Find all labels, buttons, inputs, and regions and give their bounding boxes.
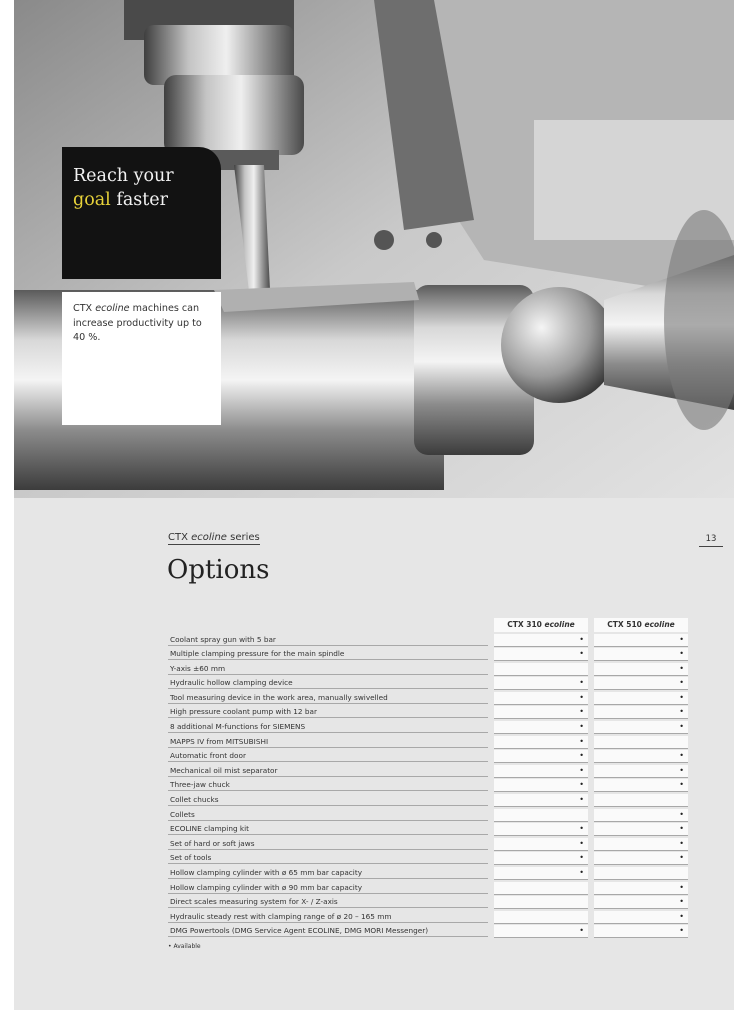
availability-cell-ctx510 — [594, 677, 688, 690]
availability-mark: • — [679, 634, 684, 644]
availability-cell-ctx510 — [594, 706, 688, 719]
availability-cell-ctx510 — [594, 634, 688, 647]
availability-cell-ctx310 — [494, 896, 588, 909]
subtext-panel — [62, 292, 221, 425]
option-label: Y-axis ±60 mm — [168, 663, 488, 675]
availability-mark: • — [579, 751, 584, 761]
availability-cell-ctx510 — [594, 852, 688, 865]
column-header-italic: ecoline — [644, 620, 675, 629]
availability-cell-ctx510 — [594, 867, 688, 880]
availability-cell-ctx510 — [594, 765, 688, 778]
availability-mark: • — [679, 663, 684, 673]
availability-cell-ctx310 — [494, 794, 588, 807]
series-label — [168, 532, 260, 545]
availability-mark: • — [579, 722, 584, 732]
column-header-ctx510 — [594, 618, 688, 632]
availability-cell-ctx310 — [494, 721, 588, 734]
availability-mark: • — [579, 736, 584, 746]
series-suffix: series — [226, 532, 260, 543]
availability-mark: • — [579, 795, 584, 805]
hero-machine-photo — [14, 0, 734, 498]
availability-cell-ctx310 — [494, 882, 588, 895]
subtext-suffix: machines can increase productivity up to 40 %. — [73, 303, 202, 343]
availability-cell-ctx310 — [494, 779, 588, 792]
option-label: Tool measuring device in the work area, manually swivelled — [168, 692, 488, 704]
option-label: Hydraulic hollow clamping device — [168, 677, 488, 689]
availability-cell-ctx510 — [594, 823, 688, 836]
availability-mark: • — [679, 897, 684, 907]
availability-mark: • — [679, 707, 684, 717]
subtext-italic: ecoline — [95, 303, 130, 314]
availability-mark: • — [579, 678, 584, 688]
column-header-ctx310 — [494, 618, 588, 632]
option-label: Hollow clamping cylinder with ø 90 mm bar capacity — [168, 882, 488, 894]
availability-cell-ctx510 — [594, 736, 688, 749]
availability-cell-ctx510 — [594, 750, 688, 763]
availability-mark: • — [679, 838, 684, 848]
availability-cell-ctx510 — [594, 692, 688, 705]
availability-mark: • — [579, 649, 584, 659]
availability-cell-ctx510 — [594, 663, 688, 676]
availability-cell-ctx310 — [494, 838, 588, 851]
availability-cell-ctx310 — [494, 663, 588, 676]
headline-line1: Reach your — [73, 166, 174, 186]
availability-cell-ctx310 — [494, 765, 588, 778]
availability-cell-ctx310 — [494, 634, 588, 647]
option-label: Hollow clamping cylinder with ø 65 mm bar capacity — [168, 867, 488, 879]
headline-rest: faster — [110, 190, 168, 210]
availability-mark: • — [579, 868, 584, 877]
availability-mark: • — [679, 649, 684, 659]
availability-cell-ctx510 — [594, 809, 688, 822]
availability-cell-ctx510 — [594, 794, 688, 807]
availability-mark: • — [679, 926, 684, 936]
option-label: Direct scales measuring system for X- / Z-axis — [168, 896, 488, 908]
availability-mark: • — [679, 765, 684, 775]
availability-mark: • — [579, 765, 584, 775]
hero-subtext — [73, 302, 213, 346]
availability-mark: • — [679, 692, 684, 702]
option-label: DMG Powertools (DMG Service Agent ECOLINE, DMG MORI Messenger) — [168, 925, 488, 937]
availability-mark: • — [679, 809, 684, 819]
option-label: 8 additional M-functions for SIEMENS — [168, 721, 488, 733]
page-title: Options — [167, 555, 270, 585]
availability-cell-ctx510 — [594, 721, 688, 734]
availability-cell-ctx510 — [594, 779, 688, 792]
option-label: Mechanical oil mist separator — [168, 765, 488, 777]
availability-cell-ctx310 — [494, 911, 588, 924]
availability-cell-ctx310 — [494, 750, 588, 763]
availability-mark: • — [579, 926, 584, 936]
option-label: Set of tools — [168, 852, 488, 864]
availability-mark: • — [679, 911, 684, 921]
column-header-prefix: CTX 510 — [607, 620, 645, 629]
availability-cell-ctx310 — [494, 809, 588, 822]
availability-cell-ctx510 — [594, 838, 688, 851]
availability-mark: • — [679, 722, 684, 732]
availability-mark: • — [679, 780, 684, 790]
availability-cell-ctx510 — [594, 925, 688, 938]
availability-cell-ctx310 — [494, 867, 588, 880]
availability-mark: • — [579, 634, 584, 644]
option-label: Coolant spray gun with 5 bar — [168, 634, 488, 646]
availability-cell-ctx310 — [494, 852, 588, 865]
availability-mark: • — [679, 751, 684, 761]
option-label: Hydraulic steady rest with clamping range of ø 20 – 165 mm — [168, 911, 488, 923]
column-header-italic: ecoline — [544, 620, 575, 629]
availability-mark: • — [579, 780, 584, 790]
option-label: High pressure coolant pump with 12 bar — [168, 706, 488, 718]
availability-mark: • — [679, 678, 684, 688]
availability-cell-ctx510 — [594, 896, 688, 909]
headline-highlight: goal — [73, 190, 111, 210]
availability-cell-ctx310 — [494, 736, 588, 749]
availability-mark: • — [579, 707, 584, 717]
availability-cell-ctx310 — [494, 925, 588, 938]
availability-mark: • — [679, 882, 684, 892]
availability-cell-ctx310 — [494, 677, 588, 690]
availability-cell-ctx310 — [494, 823, 588, 836]
option-label: Automatic front door — [168, 750, 488, 762]
availability-cell-ctx310 — [494, 692, 588, 705]
series-prefix: CTX — [168, 532, 192, 543]
option-label: Collets — [168, 809, 488, 821]
availability-cell-ctx310 — [494, 706, 588, 719]
option-label: MAPPS IV from MITSUBISHI — [168, 736, 488, 748]
availability-cell-ctx510 — [594, 882, 688, 895]
availability-mark: • — [679, 853, 684, 863]
legend: • Available — [168, 943, 201, 950]
subtext-prefix: CTX — [73, 303, 96, 314]
brochure-page — [14, 0, 734, 1010]
availability-cell-ctx510 — [594, 911, 688, 924]
option-label: ECOLINE clamping kit — [168, 823, 488, 835]
hero-headline — [73, 164, 174, 212]
option-label: Multiple clamping pressure for the main spindle — [168, 648, 488, 660]
option-label: Three-jaw chuck — [168, 779, 488, 791]
availability-mark: • — [579, 692, 584, 702]
availability-mark: • — [579, 853, 584, 863]
availability-mark: • — [579, 838, 584, 848]
series-italic: ecoline — [191, 532, 227, 543]
column-header-prefix: CTX 310 — [507, 620, 545, 629]
option-label: Collet chucks — [168, 794, 488, 806]
availability-cell-ctx510 — [594, 648, 688, 661]
availability-mark: • — [679, 824, 684, 834]
option-label: Set of hard or soft jaws — [168, 838, 488, 850]
page-number: 13 — [699, 534, 723, 547]
availability-cell-ctx310 — [494, 648, 588, 661]
availability-mark: • — [579, 824, 584, 834]
headline-panel — [62, 147, 221, 279]
